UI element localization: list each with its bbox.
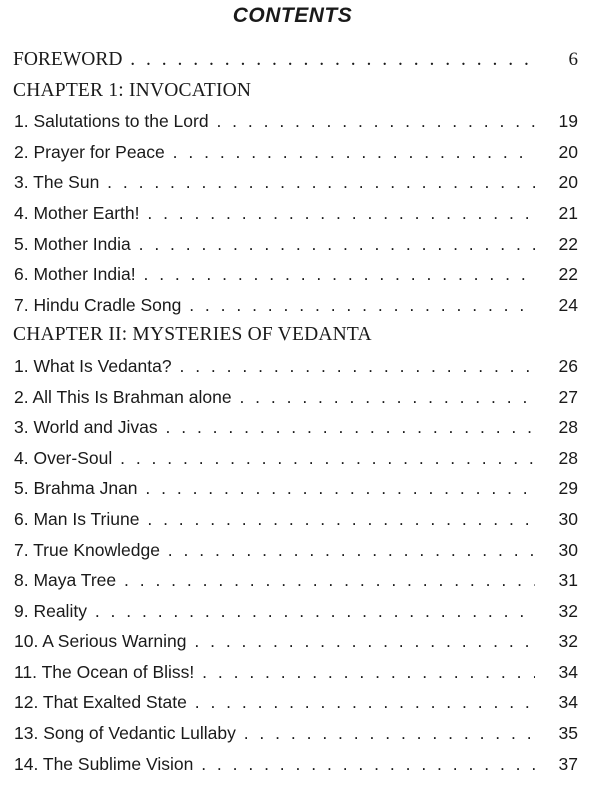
toc-entry-title: 1. What Is Vedanta? . . .	[14, 351, 535, 382]
toc-entry-title: 9. Reality . . .	[14, 596, 535, 627]
toc-entry-title: 1. Salutations to the Lord . . .	[14, 106, 535, 137]
toc-page-number: 35	[558, 723, 578, 744]
toc-page-number: 22	[558, 264, 578, 285]
toc-entry[interactable]	[0, 596, 600, 627]
toc-page-number: 28	[558, 417, 578, 438]
toc-entry-title: 8. Maya Tree . . .	[14, 565, 535, 596]
toc-entry-title: 7. Hindu Cradle Song . . .	[14, 290, 535, 321]
toc-entry-title: 2. Prayer for Peace . . .	[14, 137, 535, 168]
toc-entry[interactable]	[0, 382, 600, 413]
toc-page-number: 29	[558, 478, 578, 499]
toc-entry-title: 6. Mother India! . . .	[14, 259, 535, 290]
toc-entry[interactable]	[0, 749, 600, 780]
toc-entry-title: 10. A Serious Warning . . .	[14, 626, 535, 657]
toc-entry-title: 6. Man Is Triune . . .	[14, 504, 535, 535]
toc-page-number: 19	[558, 111, 578, 132]
toc-page-number: 32	[558, 600, 578, 621]
chapter-title: CHAPTER 1: INVOCATION	[13, 79, 252, 101]
toc-entry[interactable]	[0, 351, 600, 382]
toc-entry[interactable]	[0, 443, 600, 474]
toc-entry[interactable]	[0, 687, 600, 718]
toc-entry-title: 11. The Ocean of Bliss! . . .	[14, 657, 535, 688]
toc-entry[interactable]	[0, 167, 600, 198]
toc-entry[interactable]	[0, 229, 600, 260]
toc-page-number: 37	[558, 753, 578, 774]
toc-entry[interactable]	[0, 290, 600, 321]
toc-entry[interactable]	[0, 565, 600, 596]
toc-page-number: 31	[558, 570, 578, 591]
toc-entry-title: 4. Over-Soul . . .	[14, 443, 535, 474]
toc-entry[interactable]	[0, 535, 600, 566]
toc-entry[interactable]	[0, 106, 600, 137]
toc-page-number: 27	[558, 386, 578, 407]
toc-page-number: 32	[558, 631, 578, 652]
toc-entry-title: 13. Song of Vedantic Lullaby . . .	[14, 718, 535, 749]
toc-page-number: 34	[558, 661, 578, 682]
toc-page-number: 28	[558, 447, 578, 468]
table-of-contents	[0, 45, 600, 779]
chapter-title: CHAPTER II: MYSTERIES OF VEDANTA	[13, 324, 372, 346]
toc-entry-foreword[interactable]	[0, 45, 600, 76]
toc-page-number: 30	[558, 508, 578, 529]
toc-entry[interactable]	[0, 718, 600, 749]
toc-entry-title: 2. All This Is Brahman alone . . .	[14, 382, 535, 413]
toc-entry-title: FOREWORD . . .	[13, 45, 535, 76]
toc-page-number: 21	[558, 202, 578, 223]
toc-page-number: 20	[558, 172, 578, 193]
chapter-heading-1[interactable]	[0, 76, 600, 107]
chapter-heading-2[interactable]	[0, 320, 600, 351]
toc-entry-title: 3. The Sun . . .	[14, 167, 535, 198]
toc-page-number: 24	[558, 294, 578, 315]
toc-entry[interactable]	[0, 504, 600, 535]
toc-entry-title: 5. Mother India . . .	[14, 229, 535, 260]
toc-page-number: 20	[558, 141, 578, 162]
toc-entry[interactable]	[0, 473, 600, 504]
toc-entry-title: 7. True Knowledge . . .	[14, 535, 535, 566]
toc-entry-title: 5. Brahma Jnan . . .	[14, 473, 535, 504]
toc-page-number: 22	[558, 233, 578, 254]
toc-entry[interactable]	[0, 259, 600, 290]
toc-page-number: 34	[558, 692, 578, 713]
contents-heading: CONTENTS	[232, 4, 353, 27]
toc-entry[interactable]	[0, 137, 600, 168]
toc-entry-title: 12. That Exalted State . . .	[14, 687, 535, 718]
toc-entry[interactable]	[0, 626, 600, 657]
toc-entry-title: 3. World and Jivas . . .	[14, 412, 535, 443]
toc-entry[interactable]	[0, 412, 600, 443]
toc-entry-title: 4. Mother Earth! . . .	[14, 198, 535, 229]
toc-page-number: 30	[558, 539, 578, 560]
toc-entry[interactable]	[0, 198, 600, 229]
toc-entry[interactable]	[0, 657, 600, 688]
toc-page-number: 26	[558, 355, 578, 376]
toc-page-number: 6	[568, 49, 578, 70]
toc-entry-title: 14. The Sublime Vision . . .	[14, 749, 535, 780]
